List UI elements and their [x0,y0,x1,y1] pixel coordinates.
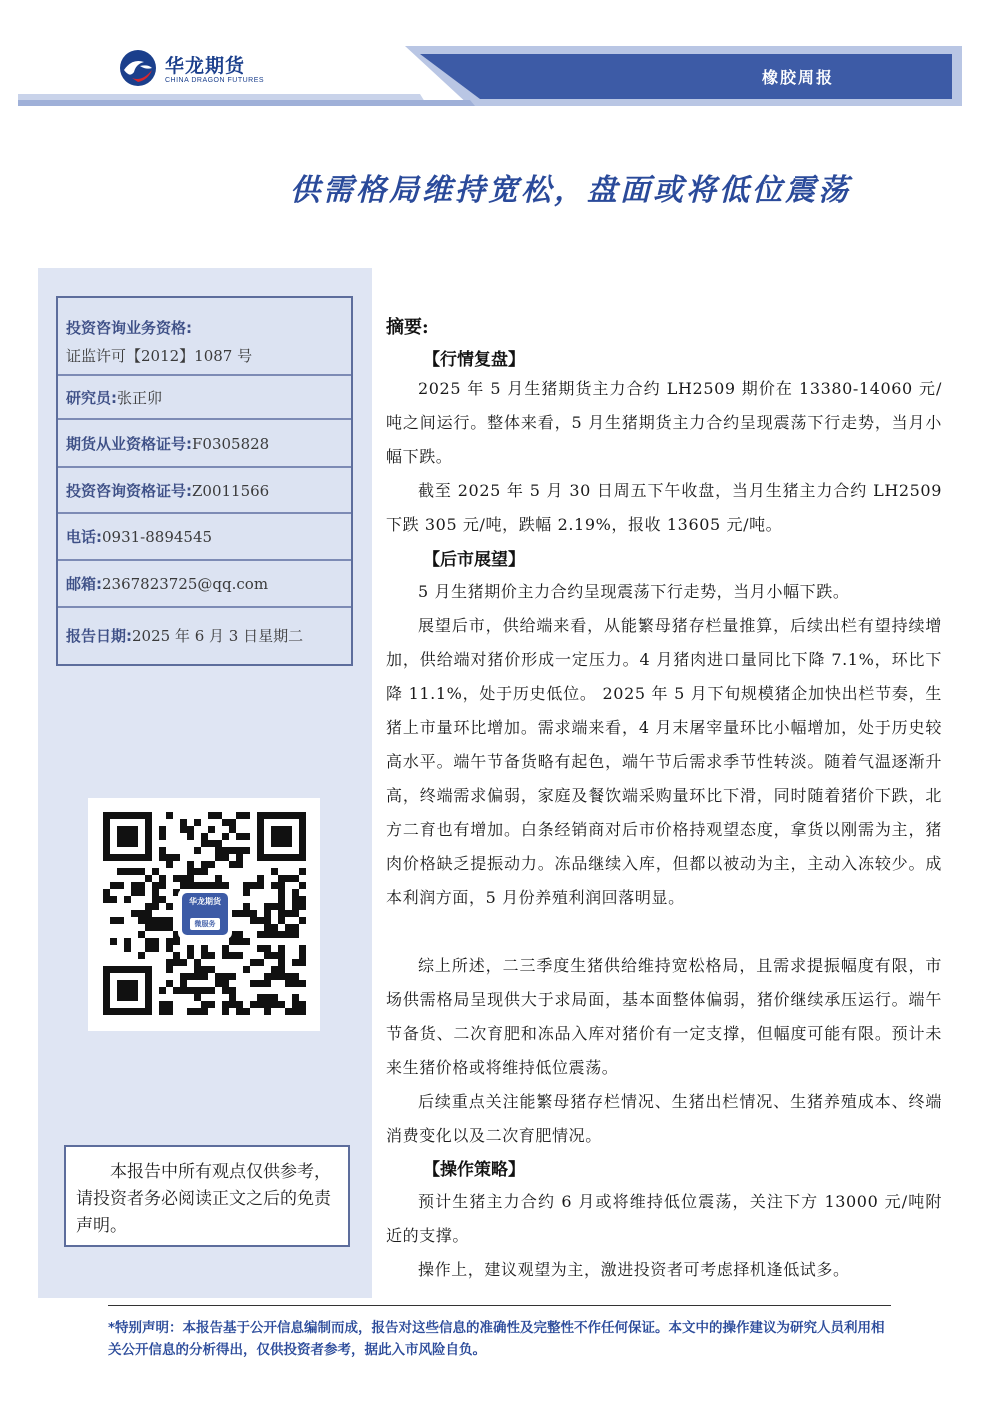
outlook-paragraph-1: 5 月生猪期价主力合约呈现震荡下行走势，当月小幅下跌。 [418,582,850,601]
futures-cert-value: F0305828 [192,435,270,453]
analyst-info-box [56,296,353,666]
qr-center-text: 华龙期货 [189,897,221,906]
section-market-review-title: 【行情复盘】 [423,350,525,370]
futures-cert-row [58,420,351,468]
section-strategy-title: 【操作策略】 [423,1160,525,1180]
brand-name-en: CHINA DRAGON FUTURES [165,77,265,84]
qualification-value: 证监许可【2012】1087 号 [66,347,253,365]
market-review-paragraph-1: 2025 年 5 月生猪期货主力合约 LH2509 期价在 13380-14060 元/吨之间运行。整体来看，5 月生猪期货主力合约呈现震荡下行走势，当月小幅下跌。 [386,379,942,466]
dragon-logo-icon [118,48,158,88]
phone-label: 电话: [66,528,102,546]
qualification-row [58,298,351,376]
brand-name: 华龙期货 [165,55,246,77]
phone-row [58,514,351,561]
disclaimer-box: 本报告中所有观点仅供参考，请投资者务必阅读正文之后的免责声明。 [64,1145,350,1247]
email-row [58,561,351,608]
outlook-paragraph-3: 综上所述，二三季度生猪供给维持宽松格局，且需求提振幅度有限，市场供需格局呈现供大于求局面，基本面整体偏弱，猪价继续承压运行。端午节备货、二次育肥和冻品入库对猪价有一定支撑，但幅度可能有限。预计未来生猪价格或将维持低位震荡。 [386,956,942,1077]
strategy-paragraph-1: 预计生猪主力合约 6 月或将维持低位震荡，关注下方 13000 元/吨附近的支撑。 [386,1192,942,1245]
futures-cert-label: 期货从业资格证号: [66,435,192,453]
section-outlook-title: 【后市展望】 [423,550,525,570]
email-label: 邮箱: [66,575,102,593]
strategy-paragraph-2: 操作上，建议观望为主，激进投资者可考虑择机逢低试多。 [418,1260,850,1279]
researcher-row [58,376,351,420]
footer-disclaimer: *特别声明：本报告基于公开信息编制而成，报告对这些信息的准确性及完整性不作任何保证。本文中的操作建议为研究人员利用相关公开信息的分析得出，仅供投资者参考，据此入市风险自负。 [108,1320,885,1358]
outlook-paragraph-2: 展望后市，供给端来看，从能繁母猪存栏量推算，后续出栏有望持续增加，供给端对猪价形成一定压力。4 月猪肉进口量同比下降 7.1%，环比下降 11.1%，处于历史低位。 2025 年 5 月下旬规模猪企加快出栏节奏，生猪上市量环比增加。需求端来看，4 月末屠宰量环比小幅增加，处于历史较高水平。端午节备货略有起色，端午节后需求季节性转淡。随着气温逐渐升高，终端需求偏弱，家庭及餐饮端采购量环比下滑，同时随着猪价下跌，北方二育也有增加。白条经销商对后市价格持观望态度，拿货以刚需为主，猪肉价格缺乏提振动力。冻品继续入库，但都以被动为主，主动入冻较少。成本利润方面，5 月份养殖利润回落明显。 [386,616,942,907]
researcher-value: 张正卯 [117,389,163,407]
researcher-label: 研究员: [66,389,117,407]
outlook-paragraph-4: 后续重点关注能繁母猪存栏情况、生猪出栏情况、生猪养殖成本、终端消费变化以及二次育肥情况。 [386,1092,942,1145]
advisory-cert-row [58,468,351,514]
qr-center-badge: 微服务 [190,918,220,930]
advisory-cert-value: Z0011566 [192,482,270,500]
date-value: 2025 年 6 月 3 日星期二 [132,627,304,645]
report-type-label: 橡胶周报 [762,68,835,87]
footer-divider [108,1305,891,1306]
phone-value: 0931-8894545 [102,528,213,546]
qualification-label: 投资咨询业务资格: [66,319,192,337]
advisory-cert-label: 投资咨询资格证号: [66,482,192,500]
email-value: 2367823725@qq.com [102,575,269,593]
report-title: 供需格局维持宽松，盘面或将低位震荡 [290,173,851,208]
summary-heading: 摘要: [386,317,429,338]
market-review-paragraph-2: 截至 2025 年 5 月 30 日周五下午收盘，当月生猪主力合约 LH2509 下跌 305 元/吨，跌幅 2.19%，报收 13605 元/吨。 [386,481,942,534]
date-label: 报告日期: [66,627,132,645]
date-row [58,608,351,664]
